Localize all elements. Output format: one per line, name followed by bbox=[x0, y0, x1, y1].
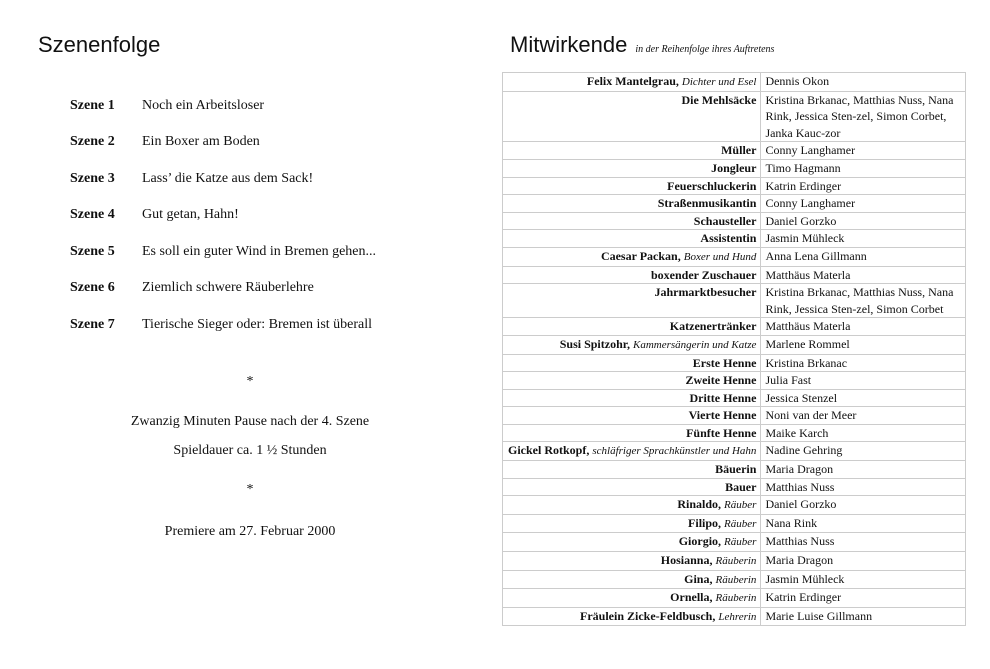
cast-actor: Timo Hagmann bbox=[761, 159, 966, 177]
cast-role: Felix Mantelgrau, Dichter und Esel bbox=[503, 73, 761, 92]
cast-actor: Conny Langhamer bbox=[761, 142, 966, 160]
role-description: Boxer und Hund bbox=[683, 250, 757, 263]
cast-actor: Matthäus Materla bbox=[761, 266, 966, 284]
cast-role: Hosianna, Räuberin bbox=[503, 552, 761, 571]
cast-row bbox=[503, 73, 966, 92]
cast-role bbox=[503, 407, 761, 425]
cast-role: Gickel Rotkopf, schläfriger Sprachkünstler und Hahn bbox=[503, 442, 761, 461]
cast-row bbox=[503, 478, 966, 496]
cast-title bbox=[510, 32, 774, 58]
scene-item bbox=[70, 171, 313, 187]
cast-actor: Matthias Nuss bbox=[761, 478, 966, 496]
cast-row bbox=[503, 195, 966, 213]
cast-row bbox=[503, 442, 966, 461]
role-name: Caesar Packan bbox=[600, 248, 678, 263]
cast-role bbox=[503, 177, 761, 195]
cast-actor: Nadine Gehring bbox=[761, 442, 966, 461]
cast-actor: Jessica Stenzel bbox=[761, 389, 966, 407]
cast-row bbox=[503, 424, 966, 442]
role-name: Schausteller bbox=[693, 213, 757, 228]
cast-actor: Daniel Gorzko bbox=[761, 212, 966, 230]
role-name: Bauer bbox=[725, 479, 757, 494]
cast-role bbox=[503, 389, 761, 407]
cast-row bbox=[503, 142, 966, 160]
role-description: Räuberin bbox=[715, 573, 757, 586]
cast-row bbox=[503, 284, 966, 318]
cast-row bbox=[503, 91, 966, 142]
cast-role bbox=[503, 195, 761, 213]
scene-title: Noch ein Arbeitsloser bbox=[142, 98, 265, 113]
role-name: Müller bbox=[721, 143, 757, 158]
cast-actor: Kristina Brkanac, Matthias Nuss, Nana Rink, Jessica Sten-zel, Simon Corbet, Janka Kauc-zor bbox=[761, 91, 966, 142]
role-description: Lehrerin bbox=[718, 610, 757, 623]
cast-role: Rinaldo, Räuber bbox=[503, 496, 761, 515]
role-name: Jahrmarktbesucher bbox=[654, 285, 757, 300]
cast-row bbox=[503, 335, 966, 354]
role-name: Rinaldo bbox=[677, 497, 719, 512]
cast-actor: Anna Lena Gillmann bbox=[761, 247, 966, 266]
cast-role: Ornella, Räuberin bbox=[503, 589, 761, 608]
cast-row bbox=[503, 570, 966, 589]
role-name: Bäuerin bbox=[715, 462, 757, 477]
role-name: Die Mehlsäcke bbox=[681, 92, 757, 107]
cast-actor: Matthias Nuss bbox=[761, 533, 966, 552]
role-name: Susi Spitzohr bbox=[559, 336, 627, 351]
cast-actor: Jasmin Mühleck bbox=[761, 230, 966, 248]
role-name: Felix Mantelgrau bbox=[586, 74, 676, 88]
scene-number: Szene 1 bbox=[70, 98, 115, 113]
scene-item bbox=[70, 244, 376, 260]
scene-number: Szene 3 bbox=[70, 171, 115, 186]
cast-role bbox=[503, 461, 761, 479]
role-description: Räuber bbox=[724, 499, 757, 512]
cast-role bbox=[503, 424, 761, 442]
separator-star-2: * bbox=[246, 482, 254, 497]
scene-number: Szene 4 bbox=[70, 207, 115, 222]
role-name: Giorgio bbox=[678, 534, 719, 549]
cast-actor: Maike Karch bbox=[761, 424, 966, 442]
cast-row bbox=[503, 496, 966, 515]
scene-title: Gut getan, Hahn! bbox=[142, 207, 239, 222]
cast-row bbox=[503, 533, 966, 552]
cast-role bbox=[503, 372, 761, 390]
cast-row bbox=[503, 552, 966, 571]
scene-order-title: Szenenfolge bbox=[38, 32, 161, 57]
cast-row bbox=[503, 461, 966, 479]
cast-row bbox=[503, 372, 966, 390]
cast-table bbox=[502, 72, 966, 626]
role-description: Dichter und Esel bbox=[681, 76, 757, 88]
premiere-note: Premiere am 27. Februar 2000 bbox=[164, 524, 336, 539]
cast-role: Giorgio, Räuber bbox=[503, 533, 761, 552]
role-description: Räuber bbox=[724, 517, 757, 530]
duration-note: Spieldauer ca. 1 ½ Stunden bbox=[173, 443, 327, 458]
cast-actor: Daniel Gorzko bbox=[761, 496, 966, 515]
scene-item bbox=[70, 280, 314, 296]
role-description: Kammersängerin und Katze bbox=[632, 338, 757, 351]
cast-role bbox=[503, 91, 761, 142]
role-description: schläfriger Sprachkünstler und Hahn bbox=[592, 445, 757, 458]
scene-number: Szene 2 bbox=[70, 134, 115, 149]
cast-role: Caesar Packan, Boxer und Hund bbox=[503, 247, 761, 266]
cast-row bbox=[503, 212, 966, 230]
cast-row bbox=[503, 230, 966, 248]
cast-role bbox=[503, 212, 761, 230]
cast-actor: Maria Dragon bbox=[761, 461, 966, 479]
cast-actor: Maria Dragon bbox=[761, 552, 966, 571]
separator-star: * bbox=[246, 374, 254, 389]
scene-item bbox=[70, 317, 372, 333]
role-name: boxender Zuschauer bbox=[650, 267, 757, 282]
scene-title: Es soll ein guter Wind in Bremen gehen... bbox=[142, 244, 377, 259]
cast-role bbox=[503, 318, 761, 336]
scene-title: Ziemlich schwere Räuberlehre bbox=[142, 280, 314, 295]
role-name: Gickel Rotkopf bbox=[508, 443, 587, 458]
cast-role bbox=[503, 478, 761, 496]
cast-role: Gina, Räuberin bbox=[503, 570, 761, 589]
role-name: Jongleur bbox=[711, 160, 757, 175]
cast-actor: Marie Luise Gillmann bbox=[761, 607, 966, 626]
scene-item bbox=[70, 134, 260, 150]
cast-actor: Conny Langhamer bbox=[761, 195, 966, 213]
role-name: Ornella bbox=[670, 590, 710, 605]
cast-actor: Kristina Brkanac bbox=[761, 354, 966, 372]
scene-number: Szene 5 bbox=[70, 244, 115, 259]
role-description: Räuber bbox=[724, 536, 757, 549]
scene-item bbox=[70, 207, 239, 223]
scene-title: Tierische Sieger oder: Bremen ist überall bbox=[142, 317, 373, 332]
role-name: Gina bbox=[684, 571, 710, 586]
cast-row bbox=[503, 514, 966, 533]
cast-row bbox=[503, 607, 966, 626]
role-name: Assistentin bbox=[700, 231, 757, 246]
cast-row bbox=[503, 266, 966, 284]
scene-number: Szene 7 bbox=[70, 317, 115, 332]
scene-title: Ein Boxer am Boden bbox=[142, 134, 260, 149]
cast-role bbox=[503, 266, 761, 284]
cast-actor: Katrin Erdinger bbox=[761, 589, 966, 608]
pause-note: Zwanzig Minuten Pause nach der 4. Szene bbox=[130, 414, 370, 429]
cast-row bbox=[503, 177, 966, 195]
cast-actor: Noni van der Meer bbox=[761, 407, 966, 425]
cast-row bbox=[503, 407, 966, 425]
cast-actor: Julia Fast bbox=[761, 372, 966, 390]
cast-title-text: Mitwirkende bbox=[510, 32, 628, 57]
cast-actor: Dennis Okon bbox=[761, 73, 966, 92]
role-name: Filipo bbox=[688, 515, 719, 530]
cast-role: Susi Spitzohr, Kammersängerin und Katze bbox=[503, 335, 761, 354]
role-name: Zweite Henne bbox=[685, 373, 757, 388]
role-name: Hosianna bbox=[660, 553, 710, 568]
cast-role: Fräulein Zicke-Feldbusch, Lehrerin bbox=[503, 607, 761, 626]
cast-role bbox=[503, 159, 761, 177]
role-description: Räuberin bbox=[715, 555, 757, 568]
cast-row bbox=[503, 318, 966, 336]
role-name: Fräulein Zicke-Feldbusch bbox=[580, 608, 713, 623]
cast-role: Filipo, Räuber bbox=[503, 514, 761, 533]
role-description: Räuberin bbox=[715, 592, 757, 605]
cast-row bbox=[503, 389, 966, 407]
cast-actor: Marlene Rommel bbox=[761, 335, 966, 354]
cast-row bbox=[503, 354, 966, 372]
role-name: Erste Henne bbox=[692, 355, 757, 370]
role-name: Fünfte Henne bbox=[686, 425, 757, 440]
role-name: Vierte Henne bbox=[688, 408, 757, 423]
cast-role bbox=[503, 354, 761, 372]
scene-title: Lass’ die Katze aus dem Sack! bbox=[142, 171, 314, 186]
cast-subtitle: in der Reihenfolge ihres Auftretens bbox=[635, 44, 775, 55]
cast-actor: Jasmin Mühleck bbox=[761, 570, 966, 589]
cast-actor: Matthäus Materla bbox=[761, 318, 966, 336]
cast-role bbox=[503, 230, 761, 248]
cast-actor: Katrin Erdinger bbox=[761, 177, 966, 195]
role-name: Katzenertränker bbox=[669, 319, 757, 334]
cast-role bbox=[503, 142, 761, 160]
cast-actor: Nana Rink bbox=[761, 514, 966, 533]
role-name: Feuerschluckerin bbox=[667, 178, 757, 193]
cast-role bbox=[503, 284, 761, 318]
role-name: Straßenmusikantin bbox=[657, 196, 757, 211]
role-name: Dritte Henne bbox=[689, 390, 757, 405]
cast-row bbox=[503, 247, 966, 266]
cast-actor: Kristina Brkanac, Matthias Nuss, Nana Rink, Jessica Sten-zel, Simon Corbet bbox=[761, 284, 966, 318]
scene-number: Szene 6 bbox=[70, 280, 115, 295]
cast-row bbox=[503, 589, 966, 608]
cast-row bbox=[503, 159, 966, 177]
scene-item bbox=[70, 98, 264, 114]
